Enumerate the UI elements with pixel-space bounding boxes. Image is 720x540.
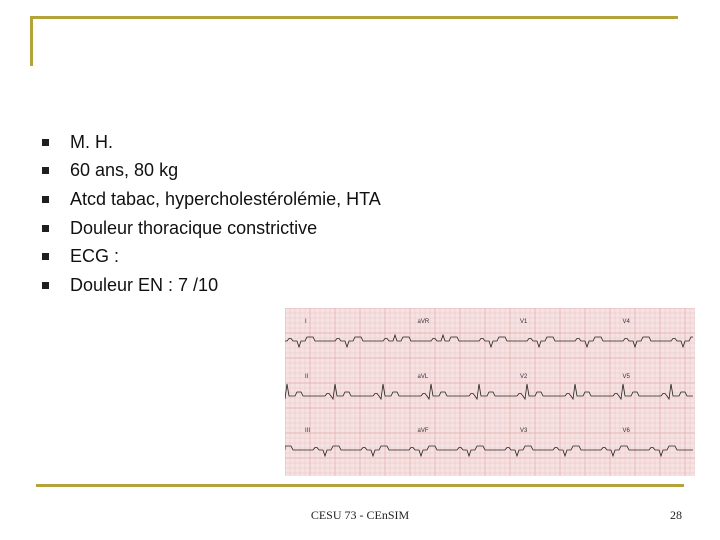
ecg-lead-label: V1 [520,319,528,325]
square-bullet-icon [42,282,49,289]
bullet-list [40,128,381,300]
bullet-text: Atcd tabac, hypercholestérolémie, HTA [70,188,381,209]
footer-text: CESU 73 - CEnSIM [310,508,410,522]
ecg-lead-label: V4 [622,319,630,325]
ecg-lead-label: aVR [417,319,430,325]
bullet-text: ECG : [70,246,120,267]
square-bullet-icon [42,253,49,260]
ecg-lead-label: III [305,428,311,434]
ecg-lead-label: I [305,319,307,325]
bullet-item [40,157,381,186]
ecg-lead-label: II [305,374,309,380]
square-bullet-icon [42,196,49,203]
bullet-text: M. H. [70,131,113,152]
page-number: 28 [670,508,682,522]
bullet-text: 60 ans, 80 kg [70,160,179,181]
square-bullet-icon [42,139,49,146]
ecg-lead-label: V6 [622,428,630,434]
bullet-item [40,242,381,271]
ecg-lead-label: V3 [520,428,528,434]
ecg-image [285,308,695,476]
left-border-line [30,16,33,66]
bullet-item [40,271,381,300]
square-bullet-icon [42,225,49,232]
bullet-text: Douleur EN : 7 /10 [70,274,219,295]
square-bullet-icon [42,167,49,174]
bullet-item [40,214,381,243]
ecg-lead-label: aVF [417,428,429,434]
bottom-border-line [36,484,684,487]
bullet-item [40,185,381,214]
bullet-text: Douleur thoracique constrictive [70,217,318,238]
ecg-lead-label: V5 [622,374,630,380]
ecg-lead-label: aVL [417,374,429,380]
ecg-lead-label: V2 [520,374,528,380]
top-border-line [30,16,678,19]
bullet-item [40,128,381,157]
